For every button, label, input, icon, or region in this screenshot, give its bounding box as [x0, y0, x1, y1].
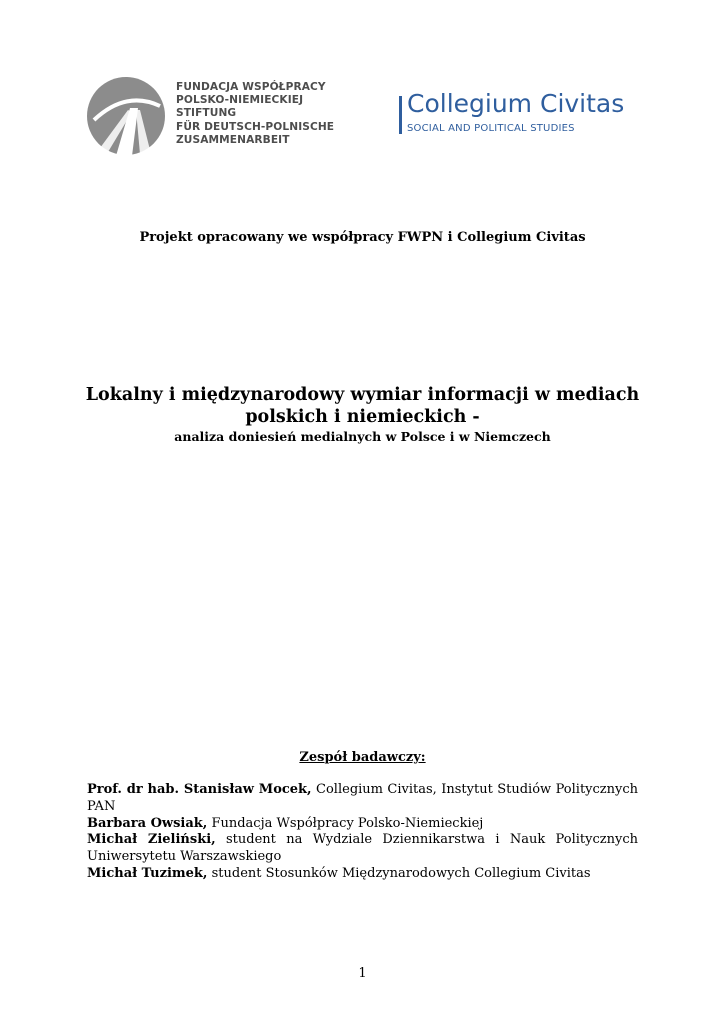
member-name: Michał Zieliński,	[87, 832, 216, 848]
team-member	[87, 782, 638, 816]
team-heading: Zespół badawczy:	[299, 750, 426, 765]
project-line: Projekt opracowany we współpracy FWPN i Collegium Civitas	[139, 230, 586, 245]
fwpn-line-5: ZUSAMMENARBEIT	[176, 133, 290, 146]
title-line-1: Lokalny i międzynarodowy wymiar informacji w mediach	[85, 385, 640, 405]
collegium-civitas-tagline: SOCIAL AND POLITICAL STUDIES	[407, 123, 575, 134]
document-title	[60, 384, 665, 428]
member-role: student Stosunków Międzynarodowych Collegium Civitas	[211, 865, 591, 881]
team-member	[87, 866, 638, 883]
title-line-2: polskich i niemieckich -	[245, 407, 480, 427]
fwpn-line-1: FUNDACJA WSPÓŁPRACY	[176, 81, 326, 93]
team-list	[87, 782, 638, 883]
member-role: Fundacja Współpracy Polsko-Niemieckiej	[211, 815, 484, 831]
member-name: Barbara Owsiak,	[87, 815, 208, 831]
fwpn-logo-text	[176, 81, 334, 147]
collegium-civitas-name: Collegium Civitas	[407, 89, 625, 118]
document-subtitle: analiza doniesień medialnych w Polsce i w Niemczech	[174, 429, 551, 444]
member-name: Prof. dr hab. Stanisław Mocek,	[87, 782, 312, 797]
member-role: student na Wydziale Dziennikarstwa i Nauk Politycznych Uniwersytetu Warszawskiego	[87, 832, 638, 865]
page-number: 1	[358, 966, 367, 981]
team-member	[87, 832, 638, 866]
member-role: Collegium Civitas, Instytut Studiów Politycznych PAN	[87, 782, 639, 814]
fwpn-line-3: STIFTUNG	[176, 107, 237, 120]
fwpn-line-2: POLSKO-NIEMIECKIEJ	[176, 94, 304, 107]
fwpn-line-4: FÜR DEUTSCH-POLNISCHE	[176, 120, 335, 133]
member-name: Michał Tuzimek,	[87, 865, 208, 881]
collegium-civitas-bar	[399, 96, 402, 134]
team-member	[87, 816, 638, 833]
fwpn-logo-icon	[86, 76, 166, 156]
